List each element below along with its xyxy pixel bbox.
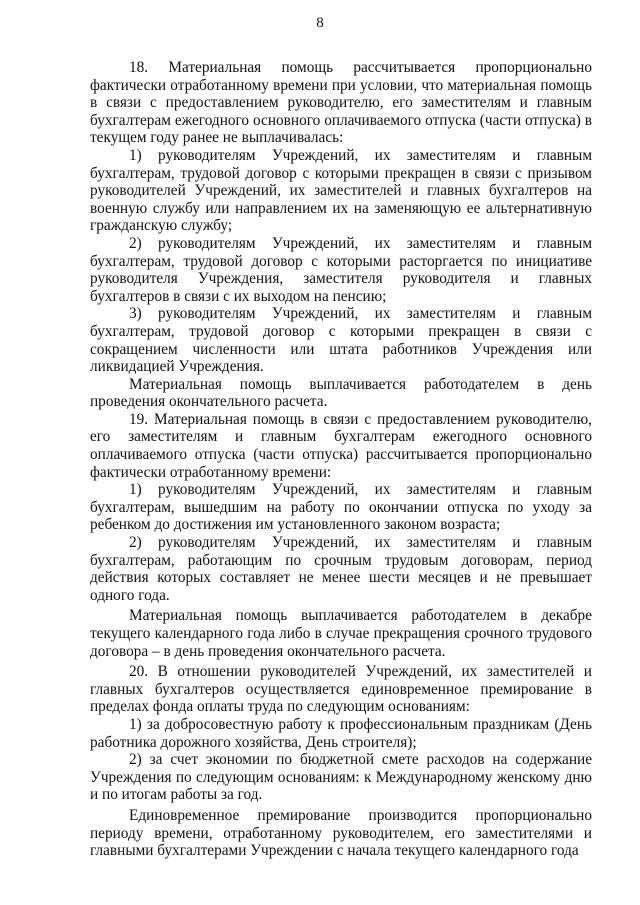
paragraph-20-intro: 20. В отношении руководителей Учреждений, их заместителей и главных бухгалтеров осуществляется единовременное премирование в пределах фонда оплаты труда по следующим основаниям:: [90, 663, 592, 716]
paragraph-19-intro: 19. Материальная помощь в связи с предоставлением руководителю, его заместителям и главным бухгалтерам ежегодного основного оплачиваемого отпуска (части отпуска) рассчитывается пропорционально фактически отработанному времени:: [90, 410, 592, 481]
document-body: [90, 59, 592, 860]
paragraph-18-item-2: 2) руководителям Учреждений, их заместителям и главным бухгалтерам, трудовой договор с которыми расторгается по инициативе руководителя Учреждения, заместителя руководителя и главных бухгалтеров в связи с их выходом на пенсию;: [90, 234, 592, 305]
paragraph-20-item-1: 1) за добросовестную работу к профессиональным праздникам (День работника дорожного хозяйства, День строителя);: [90, 715, 592, 751]
paragraph-18-item-1: 1) руководителям Учреждений, их заместителям и главным бухгалтерам, трудовой договор с которыми прекращен в связи с призывом руководителей Учреждений, их заместителей и главных бухгалтеров на военную службу или направлением их на заменяющую ее альтернативную гражданскую службу;: [90, 146, 592, 235]
paragraph-18-intro: 18. Материальная помощь рассчитывается пропорционально фактически отработанному времени при условии, что материальная помощь в связи с предоставлением руководителю, его заместителям и главным бухгалтерам ежегодного основного оплачиваемого отпуска (части отпуска) в текущем году ранее не выплачивалась:: [90, 59, 592, 147]
paragraph-19-item-2: 2) руководителям Учреждений, их заместителям и главным бухгалтерам, работающим по срочным трудовым договорам, период действия которых составляет не менее шести месяцев и не превышает одного года.: [90, 534, 592, 604]
page-number: 8: [316, 15, 324, 31]
paragraph-20-bonus-note: Единовременное премирование производится пропорционально периоду времени, отработанному руководителем, его заместителями и главными бухгалтерами Учреждении с начала текущего календарного года: [90, 806, 592, 860]
paragraph-20-item-2: 2) за счет экономии по бюджетной смете расходов на содержание Учреждения по следующим основаниям: к Международному женскому дню и по итогам работы за год.: [90, 751, 592, 804]
paragraph-19-payment-note: Материальная помощь выплачивается работодателем в декабре текущего календарного года либо в случае прекращения срочного трудового договора – в день проведения окончательного расчета.: [90, 607, 592, 660]
paragraph-18-item-3: 3) руководителям Учреждений, их заместителям и главным бухгалтерам, трудовой договор с которыми прекращен в связи с сокращением численности или штата работников Учреждения или ликвидацией Учреждения.: [90, 305, 592, 376]
paragraph-19-item-1: 1) руководителям Учреждений, их заместителям и главным бухгалтерам, вышедшим на работу по окончании отпуска по уходу за ребенком до достижения им установленного законом возраста;: [90, 481, 592, 534]
paragraph-18-payment-note: Материальная помощь выплачивается работодателем в день проведения окончательного расчета.: [90, 375, 592, 411]
